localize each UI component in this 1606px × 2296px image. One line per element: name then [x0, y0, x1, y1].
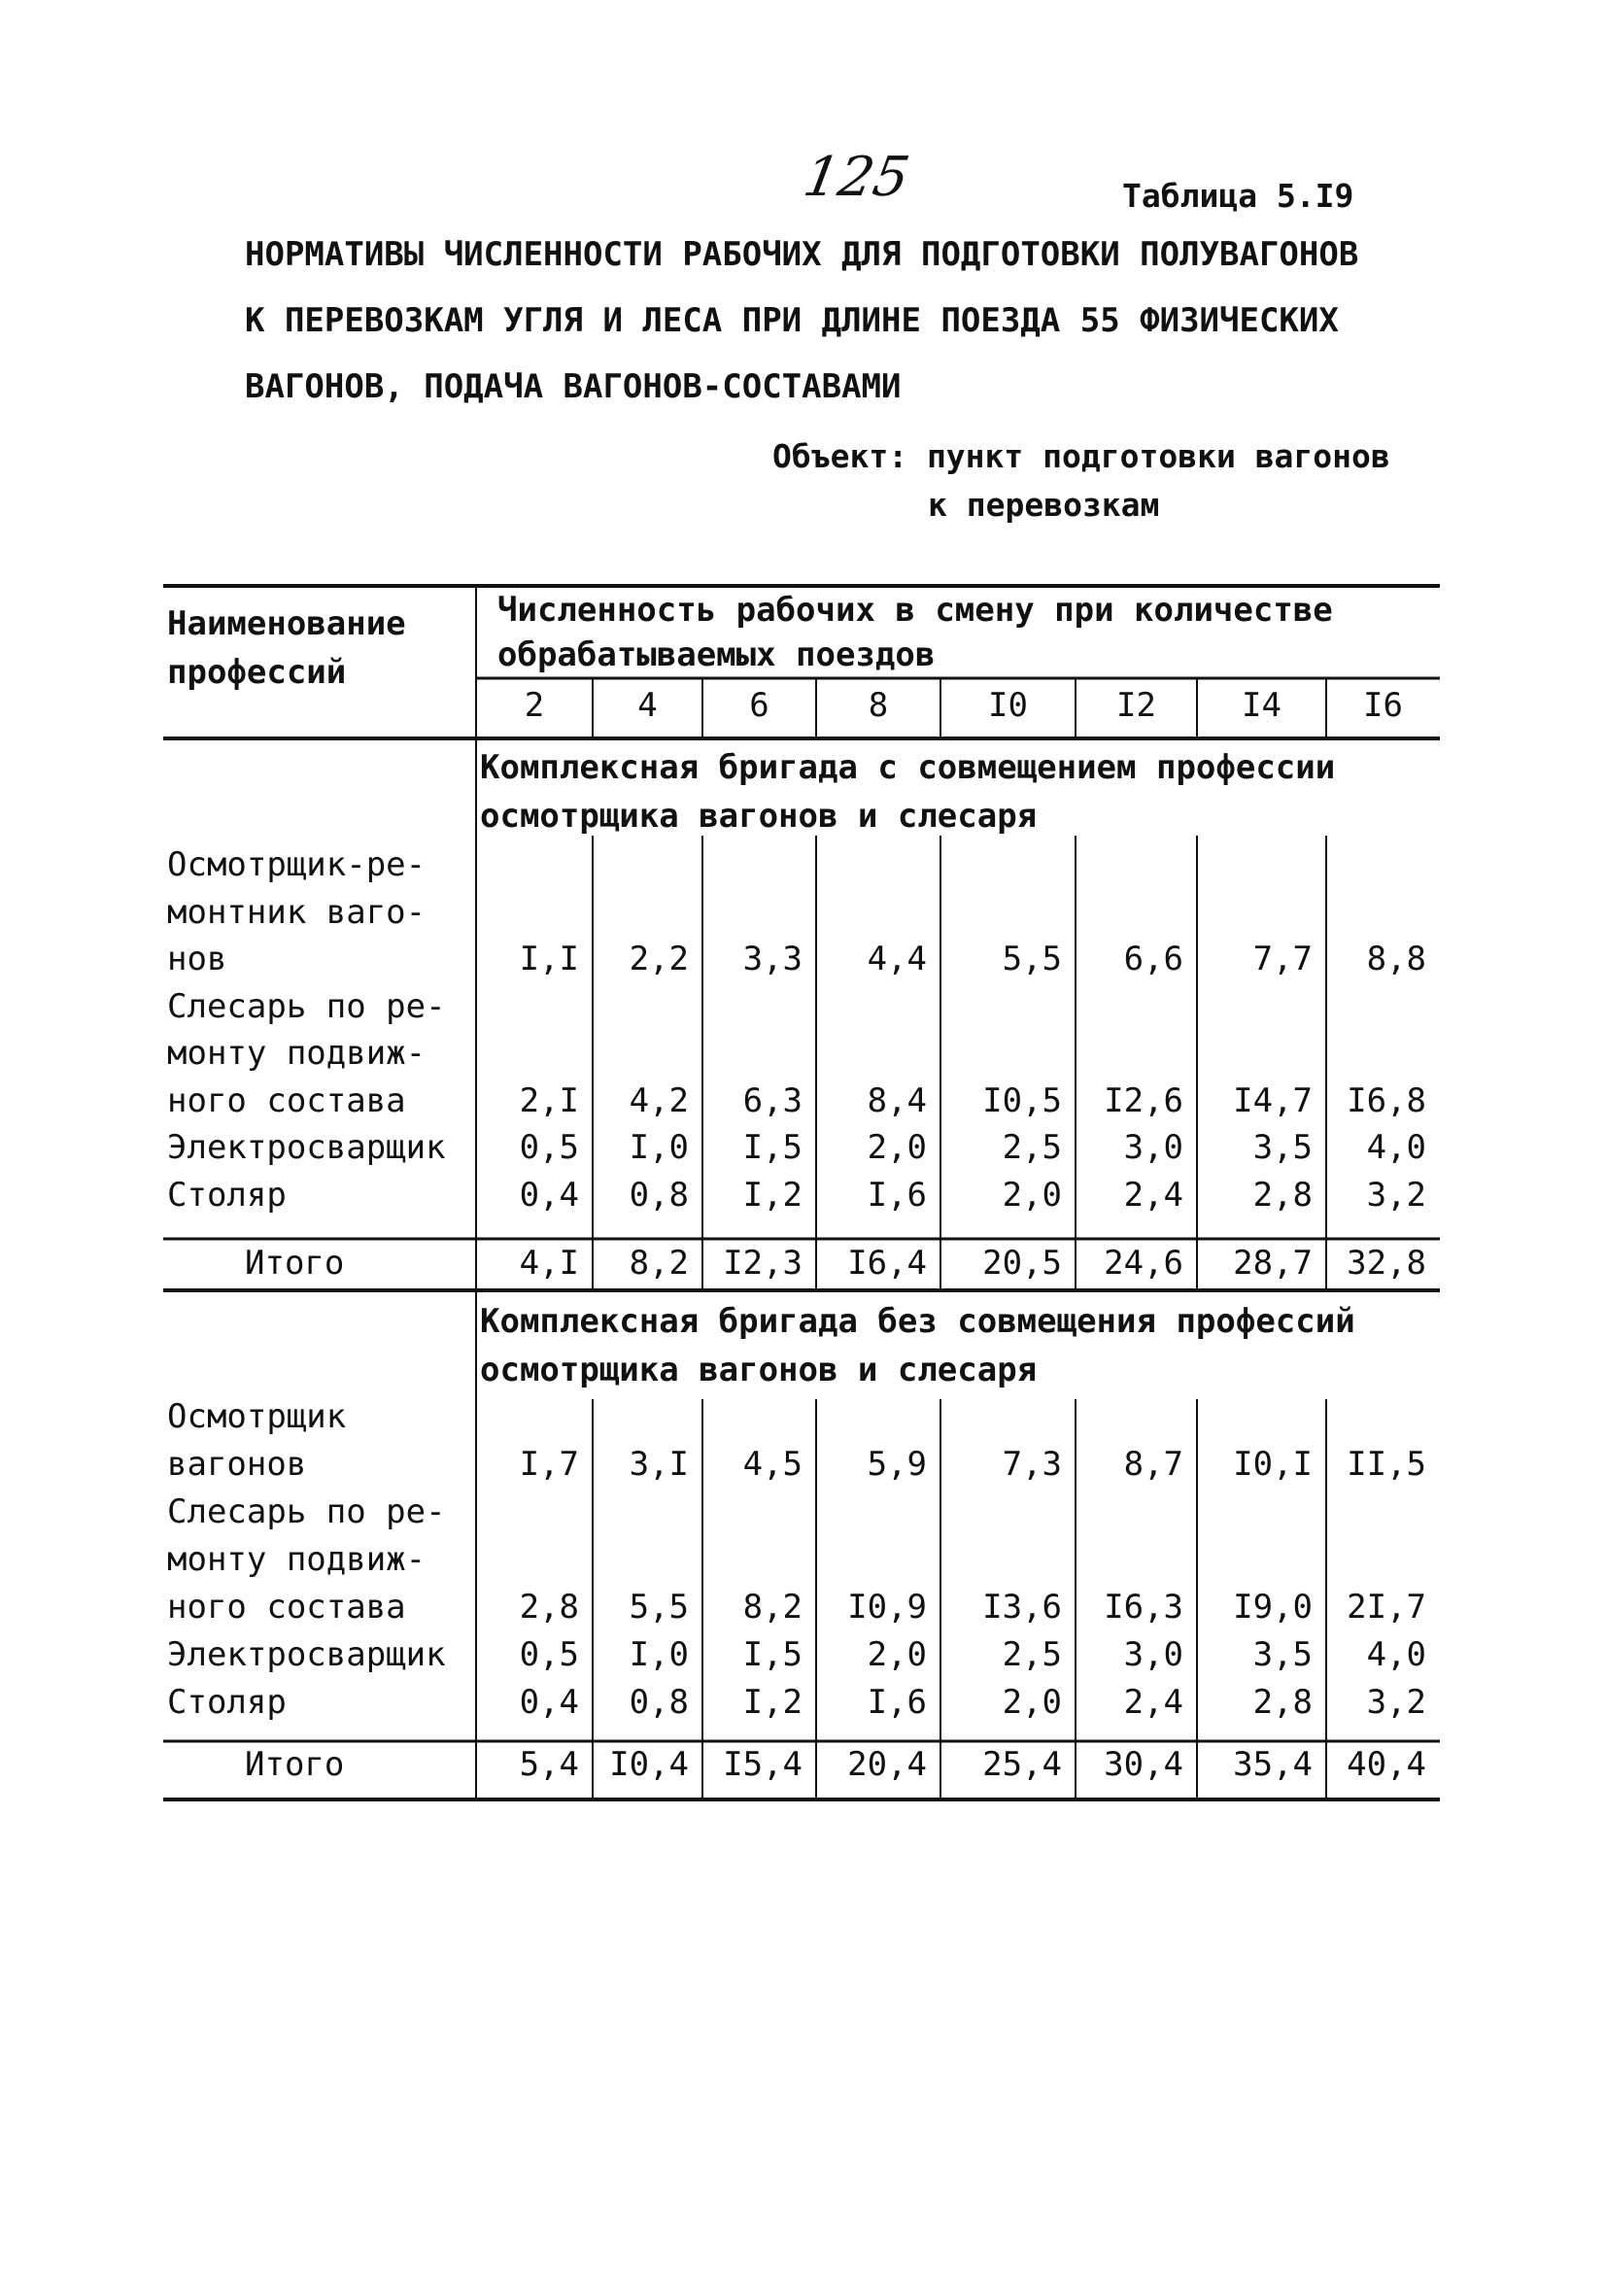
table-cell: 5,5 — [1002, 940, 1062, 978]
table-cell: 5,5 — [629, 1588, 689, 1627]
section-title: Комплексная бригада без совмещения профессий — [480, 1302, 1355, 1341]
table-cell: 3,I — [629, 1445, 689, 1484]
table-cell: 4,4 — [867, 940, 927, 978]
table-cell: 3,0 — [1123, 1128, 1183, 1167]
table-cell: 4,5 — [742, 1445, 803, 1484]
table-cell: I0,5 — [982, 1080, 1062, 1120]
table-cell: 0,5 — [519, 1128, 579, 1167]
profession-name: Слесарь по ре- — [167, 1492, 446, 1531]
table-cell: I,6 — [867, 1175, 927, 1215]
table-cell: I3,6 — [982, 1588, 1062, 1627]
table-cell: I2,6 — [1104, 1080, 1183, 1120]
total-cell: 35,4 — [1233, 1745, 1313, 1784]
table-cell: 6,6 — [1123, 940, 1183, 978]
title-line: ВАГОНОВ, ПОДАЧА ВАГОНОВ-СОСТАВАМИ — [245, 367, 902, 406]
table-cell: I,7 — [519, 1445, 579, 1484]
table-cell: I,2 — [742, 1683, 803, 1722]
table-cell: I,5 — [742, 1128, 803, 1167]
profession-name: ного состава — [167, 1588, 406, 1627]
table-cell: 0,4 — [519, 1175, 579, 1215]
table-cell: 5,9 — [867, 1445, 927, 1484]
total-cell: I5,4 — [723, 1745, 803, 1784]
total-cell: 20,4 — [847, 1745, 927, 1784]
table-cell: 8,4 — [867, 1080, 927, 1120]
profession-name: Осмотрщик-ре- — [167, 845, 427, 884]
title-line: НОРМАТИВЫ ЧИСЛЕННОСТИ РАБОЧИХ ДЛЯ ПОДГОТОВКИ ПОЛУВАГОНОВ — [245, 235, 1359, 274]
table-cell: 7,7 — [1252, 940, 1313, 978]
total-cell: 4,I — [519, 1244, 579, 1283]
table-cell: 4,2 — [629, 1080, 689, 1120]
total-label: Итого — [245, 1745, 345, 1784]
page-number: 125 — [799, 146, 914, 209]
table-cell: I9,0 — [1233, 1588, 1313, 1627]
table-cell: 2,5 — [1002, 1635, 1062, 1674]
total-cell: 24,6 — [1104, 1244, 1183, 1283]
table-cell: I0,9 — [847, 1588, 927, 1627]
table-cell: I,2 — [742, 1175, 803, 1215]
total-cell: 5,4 — [519, 1745, 579, 1784]
profession-header: профессий — [167, 653, 347, 692]
total-cell: 25,4 — [982, 1745, 1062, 1784]
object-line: к перевозкам — [928, 486, 1160, 524]
table-cell: 3,5 — [1252, 1635, 1313, 1674]
table-cell: 8,8 — [1366, 940, 1426, 978]
section-title: осмотрщика вагонов и слесаря — [480, 1351, 1038, 1389]
trains-count-header: 2 — [524, 686, 545, 725]
table-cell: 3,2 — [1366, 1683, 1426, 1722]
profession-name: монтник ваго- — [167, 892, 427, 932]
trains-count-header: 8 — [868, 686, 889, 725]
table-cell: 6,3 — [742, 1080, 803, 1120]
title-line: К ПЕРЕВОЗКАМ УГЛЯ И ЛЕСА ПРИ ДЛИНЕ ПОЕЗДА 55 ФИЗИЧЕСКИХ — [245, 301, 1339, 340]
total-label: Итого — [245, 1244, 345, 1283]
total-cell: 28,7 — [1233, 1244, 1313, 1283]
profession-name: нов — [167, 940, 227, 978]
table-cell: 8,2 — [742, 1588, 803, 1627]
table-cell: 3,3 — [742, 940, 803, 978]
total-cell: I6,4 — [847, 1244, 927, 1283]
table-cell: 0,8 — [629, 1175, 689, 1215]
table-cell: I,I — [519, 940, 579, 978]
table-cell: 2,0 — [1002, 1175, 1062, 1215]
table-cell: I,5 — [742, 1635, 803, 1674]
table-cell: 2,8 — [1252, 1175, 1313, 1215]
trains-count-header: 4 — [637, 686, 658, 725]
profession-name: Столяр — [167, 1683, 287, 1722]
table-cell: I,0 — [629, 1635, 689, 1674]
profession-name: монту подвиж- — [167, 1034, 427, 1073]
profession-name: вагонов — [167, 1445, 307, 1484]
table-cell: 2,0 — [1002, 1683, 1062, 1722]
table-cell: 2,4 — [1123, 1683, 1183, 1722]
table-cell: 4,0 — [1366, 1635, 1426, 1674]
table-cell: 0,4 — [519, 1683, 579, 1722]
profession-name: Слесарь по ре- — [167, 986, 446, 1026]
total-cell: 8,2 — [629, 1244, 689, 1283]
table-cell: II,5 — [1347, 1445, 1426, 1484]
trains-count-header: I4 — [1242, 686, 1281, 725]
table-cell: 0,8 — [629, 1683, 689, 1722]
object-line: Объект: пункт подготовки вагонов — [772, 437, 1390, 475]
group-header: Численность рабочих в смену при количестве — [497, 591, 1333, 630]
profession-name: Осмотрщик — [167, 1397, 347, 1436]
profession-name: ного состава — [167, 1080, 406, 1120]
table-cell: 2,8 — [519, 1588, 579, 1627]
table-cell: 3,2 — [1366, 1175, 1426, 1215]
trains-count-header: I6 — [1363, 686, 1403, 725]
profession-name: Электросварщик — [167, 1635, 446, 1674]
profession-header: Наименование — [167, 604, 406, 643]
trains-count-header: I2 — [1116, 686, 1156, 725]
profession-name: Столяр — [167, 1175, 287, 1215]
profession-name: монту подвиж- — [167, 1540, 427, 1579]
table-cell: I,6 — [867, 1683, 927, 1722]
trains-count-header: I0 — [988, 686, 1028, 725]
table-cell: 2,2 — [629, 940, 689, 978]
table-cell: 2,5 — [1002, 1128, 1062, 1167]
table-cell: 2,0 — [867, 1635, 927, 1674]
table-number: Таблица 5.I9 — [1122, 177, 1354, 215]
total-cell: I2,3 — [723, 1244, 803, 1283]
table-cell: 7,3 — [1002, 1445, 1062, 1484]
total-cell: 30,4 — [1104, 1745, 1183, 1784]
table-cell: I4,7 — [1233, 1080, 1313, 1120]
total-cell: I0,4 — [609, 1745, 689, 1784]
table-cell: 4,0 — [1366, 1128, 1426, 1167]
total-cell: 20,5 — [982, 1244, 1062, 1283]
table-cell: 2,0 — [867, 1128, 927, 1167]
table-cell: 3,5 — [1252, 1128, 1313, 1167]
group-header: обрабатываемых поездов — [497, 635, 936, 674]
table-cell: 2I,7 — [1347, 1588, 1426, 1627]
table-cell: 8,7 — [1123, 1445, 1183, 1484]
profession-name: Электросварщик — [167, 1128, 446, 1167]
section-title: Комплексная бригада с совмещением профессии — [480, 748, 1336, 787]
total-cell: 32,8 — [1347, 1244, 1426, 1283]
table-cell: I6,3 — [1104, 1588, 1183, 1627]
table-cell: I,0 — [629, 1128, 689, 1167]
trains-count-header: 6 — [749, 686, 769, 725]
section-title: осмотрщика вагонов и слесаря — [480, 797, 1038, 836]
table-cell: I6,8 — [1347, 1080, 1426, 1120]
table-cell: 2,8 — [1252, 1683, 1313, 1722]
table-cell: 2,4 — [1123, 1175, 1183, 1215]
table-cell: I0,I — [1233, 1445, 1313, 1484]
table-cell: 2,I — [519, 1080, 579, 1120]
total-cell: 40,4 — [1347, 1745, 1426, 1784]
table-cell: 3,0 — [1123, 1635, 1183, 1674]
table-cell: 0,5 — [519, 1635, 579, 1674]
